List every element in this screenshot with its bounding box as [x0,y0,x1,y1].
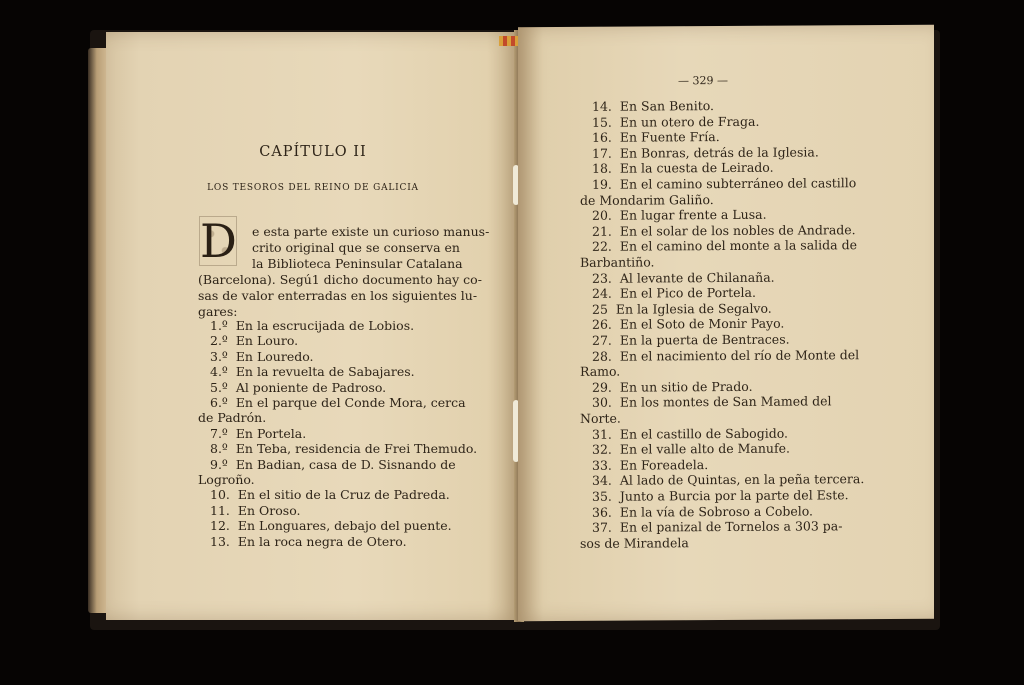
item-text: En Portela. [235,425,307,441]
item-number: 23. [592,270,612,286]
item-text: En Oroso. [237,502,301,518]
item-number: 4.º [210,364,228,380]
item-text: de Mondarim Galiño. [580,191,714,208]
intro-line [252,240,460,255]
item-number: 31. [592,426,612,442]
item-text: En Foreadela. [619,456,709,473]
list-item [198,410,266,425]
item-number: 25 [592,301,608,317]
item-number: 33. [592,457,612,473]
item-number: 34. [592,473,612,489]
item-text: e esta parte existe un curioso manus- [252,224,490,239]
item-text: En un sitio de Prado. [619,378,753,395]
list-item [592,207,767,223]
list-item [592,98,714,114]
item-text: En Longuares, debajo del puente. [237,518,452,534]
list-item [210,349,314,364]
item-text: Norte. [580,410,621,426]
list-item [210,364,415,379]
item-number: 7.º [210,425,228,441]
list-item [580,192,714,208]
list-item [592,113,759,129]
item-text: En el camino del monte a la salida de [619,237,857,255]
item-text: sos de Mirandela [580,535,689,551]
intro-line [252,224,489,239]
item-text: gares: [198,304,238,319]
right-page [518,25,934,622]
item-text: En el sitio de la Cruz de Padreda. [237,487,450,503]
item-text: En San Benito. [619,98,715,114]
list-item [592,160,774,176]
item-number: 10. [210,487,230,503]
list-item [210,503,300,518]
list-item [210,395,466,410]
list-item [592,457,708,473]
item-text: En Teba, residencia de Frei Themudo. [235,441,478,457]
list-item [592,316,784,332]
item-number: 36. [592,504,612,520]
item-number: 27. [592,332,612,348]
item-number: 2.º [210,333,228,349]
item-text: En Fuente Fría. [619,129,720,145]
list-item [592,441,790,457]
item-text: En los montes de San Mamed del [619,393,832,411]
item-text: Al poniente de Padroso. [235,379,387,395]
item-text: Junto a Burcia por la parte del Este. [619,487,849,504]
item-number: 35. [592,488,612,504]
list-item [592,394,831,410]
list-item [210,333,298,348]
item-number: 16. [592,129,612,146]
chapter-title: CAPÍTULO II [259,144,367,160]
list-item [592,222,856,239]
item-text: Al lado de Quintas, en la peña tercera. [619,471,865,489]
chapter-subtitle: LOS TESOROS DEL REINO DE GALICIA [207,183,419,193]
item-number: 22. [592,239,612,255]
list-item [592,487,849,504]
item-text: En lugar frente a Lusa. [619,206,767,223]
item-text: sas de valor enterradas en los siguientes lu- [198,288,478,303]
list-item [592,129,720,145]
item-text: En la roca negra de Otero. [237,533,407,549]
item-number: 26. [592,317,612,333]
item-number: 13. [210,533,230,549]
item-text: En el camino subterráneo del castillo [619,175,857,192]
item-text: En el panizal de Tornelos a 303 pa- [619,518,843,535]
list-item [592,269,775,285]
item-text: En Louredo. [235,348,314,364]
list-item [580,535,689,551]
item-text: En Badian, casa de D. Sisnando de [235,456,456,472]
list-item [580,411,621,426]
list-item [592,518,842,535]
item-number: 21. [592,223,612,239]
item-number: 8.º [210,441,228,457]
item-text: En el parque del Conde Mora, cerca [235,395,466,410]
list-item [210,426,306,441]
list-item [210,534,407,549]
item-text: En el valle alto de Manufe. [619,440,790,457]
item-number: 37. [592,519,612,536]
item-number: 5.º [210,379,228,395]
item-text: En Louro. [235,333,299,349]
intro-line [198,288,477,303]
item-text: En Bonras, detrás de la Iglesia. [619,144,819,161]
list-item [592,347,859,364]
item-number: 3.º [210,348,228,364]
item-text: la Biblioteca Peninsular Catalana [252,256,463,271]
intro-line [198,272,482,287]
item-number: 20. [592,207,612,224]
item-number: 6.º [210,395,228,410]
list-item [580,364,620,379]
list-item [592,301,772,317]
item-text: de Padrón. [198,410,267,426]
item-text: En el castillo de Sabogido. [619,425,788,442]
intro-line [252,256,463,271]
item-text: (Barcelona). Segú1 dicho documento hay co- [198,272,482,287]
left-page [106,32,520,620]
list-item [592,238,857,255]
list-item [210,487,450,502]
item-text: En la puerta de Bentraces. [619,331,790,348]
list-item [592,425,788,441]
list-item [592,285,756,301]
item-number: 30. [592,395,612,411]
item-text: En la vía de Sobroso a Cobelo. [619,503,814,520]
item-text: En el Soto de Monir Payo. [619,316,785,333]
item-number: 18. [592,161,612,177]
item-number: 24. [592,285,612,302]
item-text: En la cuesta de Leirado. [619,160,774,177]
item-text: En el Pico de Portela. [619,285,756,301]
item-number: 19. [592,176,612,192]
item-number: 15. [592,114,612,130]
list-item [580,254,654,269]
list-item [210,457,456,472]
list-item [592,175,856,192]
item-text: crito original que se conserva en [252,240,460,255]
item-text: En el solar de los nobles de Andrade. [619,222,856,239]
item-text: En la Iglesia de Segalvo. [615,300,772,317]
list-item [592,332,790,348]
list-item [210,380,386,395]
list-item [592,472,864,489]
list-item [592,144,819,160]
drop-cap: D [200,214,237,268]
item-number: 29. [592,379,612,395]
item-number: 1.º [210,318,228,333]
list-item [592,503,813,519]
list-item [210,518,452,533]
item-text: Ramo. [580,363,621,380]
item-number: 9.º [210,456,228,472]
item-text: En la revuelta de Sabajares. [235,364,415,380]
item-text: En un otero de Fraga. [619,113,760,130]
item-text: Al levante de Chilanaña. [619,269,775,286]
item-number: 17. [592,145,612,161]
list-item [592,379,753,395]
item-number: 12. [210,518,230,534]
item-number: 14. [592,98,612,114]
item-text: Logroño. [198,472,255,487]
item-text: En la escrucijada de Lobios. [235,318,415,333]
list-item [210,441,477,456]
item-number: 11. [210,502,230,518]
item-number: 32. [592,441,612,458]
item-text: Barbantiño. [580,254,655,270]
intro-line [198,304,237,319]
item-text: En el nacimiento del río de Monte del [619,346,860,364]
page-number: — 329 — [678,73,728,88]
list-item [210,318,414,333]
list-item [198,472,255,487]
item-number: 28. [592,348,612,364]
